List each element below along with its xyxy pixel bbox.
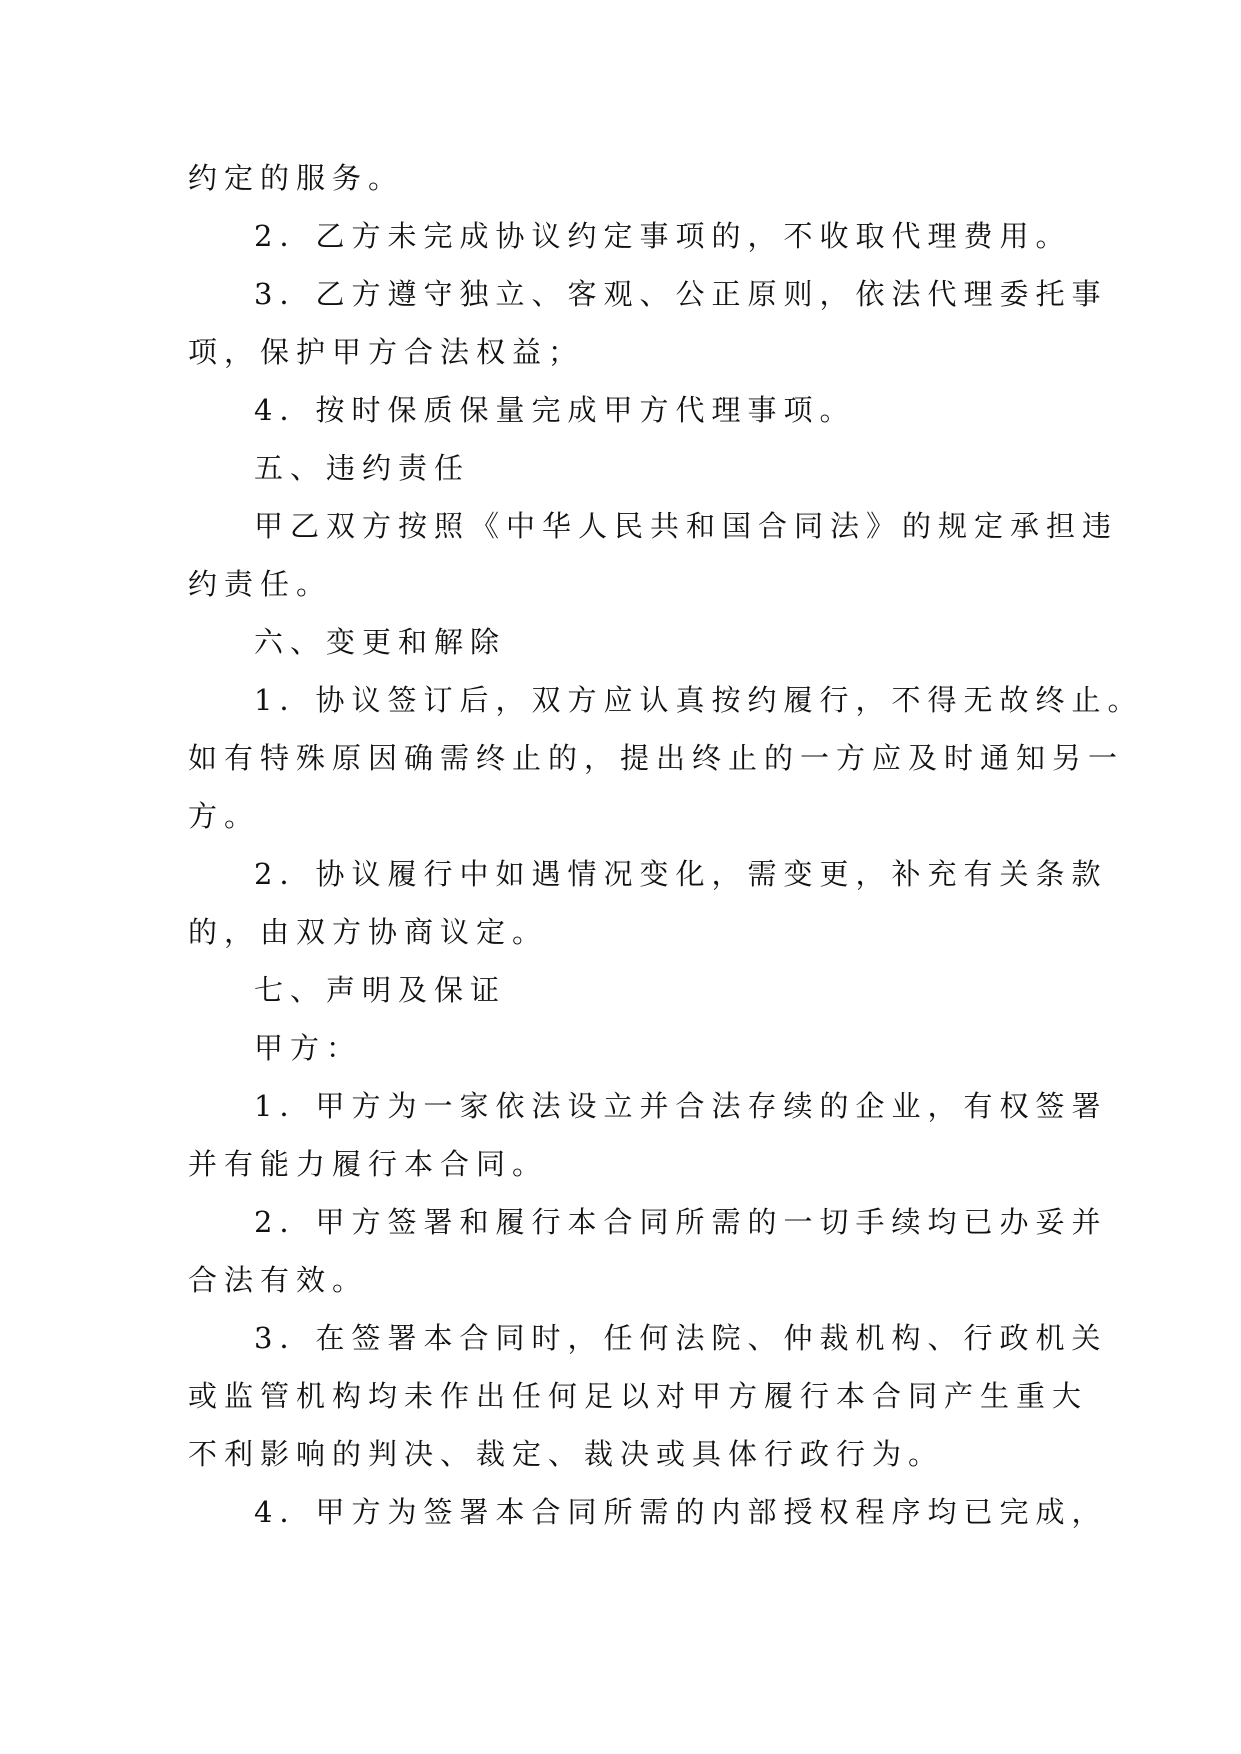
text-line: 不利影响的判决、裁定、裁决或具体行政行为。: [188, 1437, 945, 1471]
text-line: 1．协议签订后，双方应认真按约履行，不得无故终止。: [254, 683, 1144, 717]
text-line: 合法有效。: [188, 1263, 369, 1297]
text-line: 甲乙双方按照《中华人民共和国合同法》的规定承担违: [254, 509, 1119, 543]
text-line: 2．甲方签署和履行本合同所需的一切手续均已办妥并: [254, 1205, 1108, 1239]
text-line: 4．甲方为签署本合同所需的内部授权程序均已完成，: [254, 1495, 1108, 1529]
party-label: 甲方：: [254, 1031, 363, 1065]
text-line: 并有能力履行本合同。: [188, 1147, 549, 1181]
text-line: 2．协议履行中如遇情况变化，需变更，补充有关条款: [254, 857, 1108, 891]
text-line: 的，由双方协商议定。: [188, 915, 549, 949]
text-line: 约定的服务。: [188, 161, 405, 195]
text-line: 约责任。: [188, 567, 333, 601]
text-line: 4．按时保质保量完成甲方代理事项。: [254, 393, 856, 427]
section-heading: 七、声明及保证: [254, 973, 507, 1007]
text-line: 2．乙方未完成协议约定事项的，不收取代理费用。: [254, 219, 1072, 253]
text-line: 如有特殊原因确需终止的，提出终止的一方应及时通知另一: [188, 741, 1125, 775]
section-heading: 五、违约责任: [254, 451, 471, 485]
text-line: 方。: [188, 799, 261, 833]
text-line: 3．乙方遵守独立、客观、公正原则，依法代理委托事: [254, 277, 1108, 311]
text-line: 项，保护甲方合法权益；: [188, 335, 585, 369]
section-heading: 六、变更和解除: [254, 625, 507, 659]
text-line: 1．甲方为一家依法设立并合法存续的企业，有权签署: [254, 1089, 1108, 1123]
text-line: 或监管机构均未作出任何足以对甲方履行本合同产生重大: [188, 1379, 1089, 1413]
text-line: 3．在签署本合同时，任何法院、仲裁机构、行政机关: [254, 1321, 1108, 1355]
